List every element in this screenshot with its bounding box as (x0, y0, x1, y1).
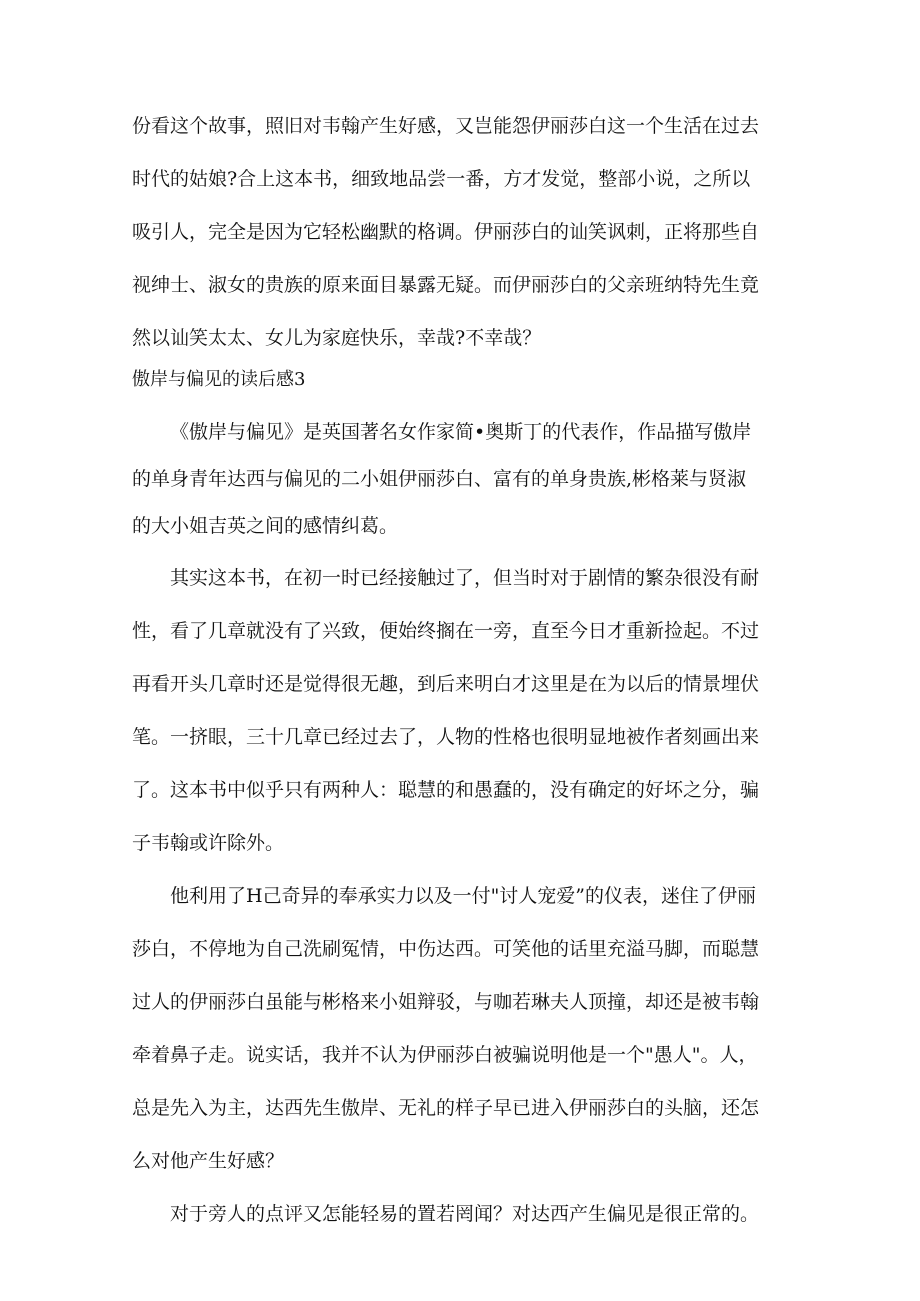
paragraph-2-line-6: 子韦翰或许除外。 (132, 832, 285, 854)
paragraph-1-line-3: 的大小姐吉英之间的感情纠葛。 (132, 515, 399, 537)
paragraph-2-line-1: 其实这本书，在初一时已经接触过了，但当时对于剧情的繁杂很没有耐 (170, 567, 760, 589)
section-heading: 傲岸与偏见的读后感3 (132, 369, 306, 390)
paragraph-3-line-3: 过人的伊丽莎白虽能与彬格来小姐辩驳，与咖若琳夫人顶撞，却还是被韦翰 (132, 991, 760, 1013)
paragraph-3-line-4: 牵着鼻子走。说实话，我并不认为伊丽莎白被骗说明他是一个"愚人"。人， (132, 1044, 758, 1066)
continuation-line-1: 份看这个故事，照旧对韦翰产生好感，又岂能怨伊丽莎白这一个生活在过去 (132, 115, 760, 137)
paragraph-3-line-6: 么对他产生好感？ (132, 1150, 285, 1172)
paragraph-2-line-5: 了。这本书中似乎只有两种人：聪慧的和愚蠢的，没有确定的好坏之分，骗 (132, 779, 760, 801)
continuation-line-3: 吸引人，完全是因为它轻松幽默的格调。伊丽莎白的讪笑讽刺，正将那些自 (132, 221, 760, 243)
continuation-line-5: 然以讪笑太太、女儿为家庭快乐，幸哉?不幸哉？ (132, 327, 542, 349)
paragraph-2-line-3: 再看开头几章时还是觉得很无趣，到后来明白才这里是在为以后的情景埋伏 (132, 673, 760, 695)
paragraph-3-line-1: 他利用了H己奇异的奉承实力以及一付"讨人宠爱”的仪表，迷住了伊丽 (170, 885, 757, 907)
paragraph-3-line-5: 总是先入为主，达西先生傲岸、无礼的样子早已进入伊丽莎白的头脑，还怎 (132, 1097, 760, 1119)
paragraph-3-line-2: 莎白，不停地为自己洗刷冤情，中伤达西。可笑他的话里充溢马脚，而聪慧 (132, 938, 760, 960)
paragraph-4-line-1: 对于旁人的点评又怎能轻易的置若罔闻？对达西产生偏见是很正常的。 (170, 1203, 760, 1225)
paragraph-1-line-2: 的单身青年达西与偏见的二小姐伊丽莎白、富有的单身贵族,彬格莱与贤淑 (132, 468, 747, 490)
paragraph-2-line-4: 笔。一挤眼，三十几章已经过去了，人物的性格也很明显地被作者刻画出来 (132, 726, 760, 748)
continuation-line-2: 时代的姑娘?合上这本书，细致地品尝一番，方才发觉，整部小说，之所以 (132, 168, 751, 190)
continuation-line-4: 视绅士、淑女的贵族的原来面目暴露无疑。而伊丽莎白的父亲班纳特先生竟 (132, 274, 760, 296)
paragraph-1-line-1: 《傲岸与偏见》是英国著名女作家简•奥斯丁的代表作，作品描写傲岸 (170, 421, 752, 443)
paragraph-2-line-2: 性，看了几章就没有了兴致，便始终搁在一旁，直至今日才重新捡起。不过 (132, 620, 760, 642)
